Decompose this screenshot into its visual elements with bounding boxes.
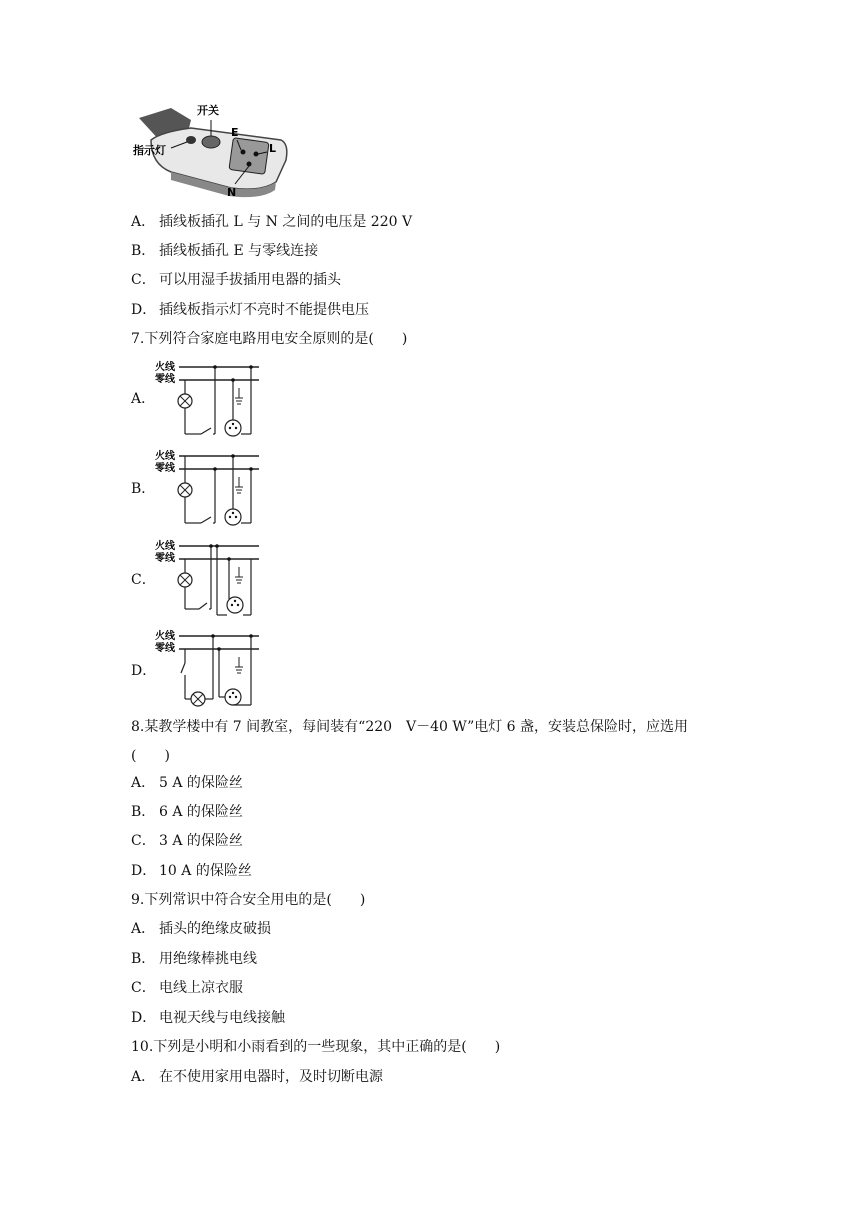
neutral-wire-label: 零线 bbox=[155, 463, 175, 474]
q8-option-d: D． 10 A 的保险丝 bbox=[131, 863, 252, 879]
q9-option-c: C． 电线上凉衣服 bbox=[131, 980, 243, 996]
q6-option-b: B． 插线板插孔 E 与零线连接 bbox=[131, 243, 319, 259]
q7-option-d-label: D． bbox=[131, 663, 157, 679]
q7-option-c-label: C． bbox=[131, 572, 156, 588]
q6-option-a: A． 插线板插孔 L 与 N 之间的电压是 220 V bbox=[131, 214, 413, 230]
q8-option-b: B． 6 A 的保险丝 bbox=[131, 804, 243, 820]
n-label: N bbox=[227, 186, 237, 199]
q10-option-a: A． 在不使用家用电器时，及时切断电源 bbox=[131, 1069, 383, 1085]
circuit-c-figure bbox=[155, 537, 267, 621]
q9-option-b: B． 用绝缘棒挑电线 bbox=[131, 951, 257, 967]
indicator-label: 指示灯 bbox=[133, 144, 166, 157]
neutral-wire-label: 零线 bbox=[155, 374, 175, 385]
q8-stem-cont: ( ) bbox=[131, 748, 170, 764]
q7-stem: 7.下列符合家庭电路用电安全原则的是( ) bbox=[131, 331, 408, 347]
live-wire-label: 火线 bbox=[155, 362, 175, 373]
q7-option-a-label: A． bbox=[131, 391, 156, 407]
q9-option-a: A． 插头的绝缘皮破损 bbox=[131, 921, 271, 937]
e-label: E bbox=[231, 126, 239, 139]
neutral-wire-label: 零线 bbox=[155, 643, 175, 654]
power-strip-figure bbox=[131, 100, 291, 202]
circuit-a-figure bbox=[155, 358, 267, 440]
q9-option-d: D． 电视天线与电线接触 bbox=[131, 1010, 285, 1026]
live-wire-label: 火线 bbox=[155, 541, 175, 552]
circuit-d-figure bbox=[155, 627, 267, 711]
switch-label: 开关 bbox=[197, 104, 219, 117]
q8-option-a: A． 5 A 的保险丝 bbox=[131, 775, 243, 791]
live-wire-label: 火线 bbox=[155, 451, 175, 462]
q6-option-d: D． 插线板指示灯不亮时不能提供电压 bbox=[131, 302, 369, 318]
q8-stem: 8.某教学楼中有 7 间教室，每间装有“220 V－40 W”电灯 6 盏，安装总保险时，应选用 bbox=[131, 719, 689, 735]
q6-option-c: C． 可以用湿手拔插用电器的插头 bbox=[131, 272, 341, 288]
q9-stem: 9.下列常识中符合安全用电的是( ) bbox=[131, 892, 366, 908]
live-wire-label: 火线 bbox=[155, 631, 175, 642]
q10-stem: 10.下列是小明和小雨看到的一些现象，其中正确的是( ) bbox=[131, 1039, 501, 1055]
q7-option-b-label: B． bbox=[131, 481, 156, 497]
neutral-wire-label: 零线 bbox=[155, 553, 175, 564]
circuit-b-figure bbox=[155, 447, 267, 529]
q8-option-c: C． 3 A 的保险丝 bbox=[131, 833, 243, 849]
l-label: L bbox=[269, 142, 277, 155]
